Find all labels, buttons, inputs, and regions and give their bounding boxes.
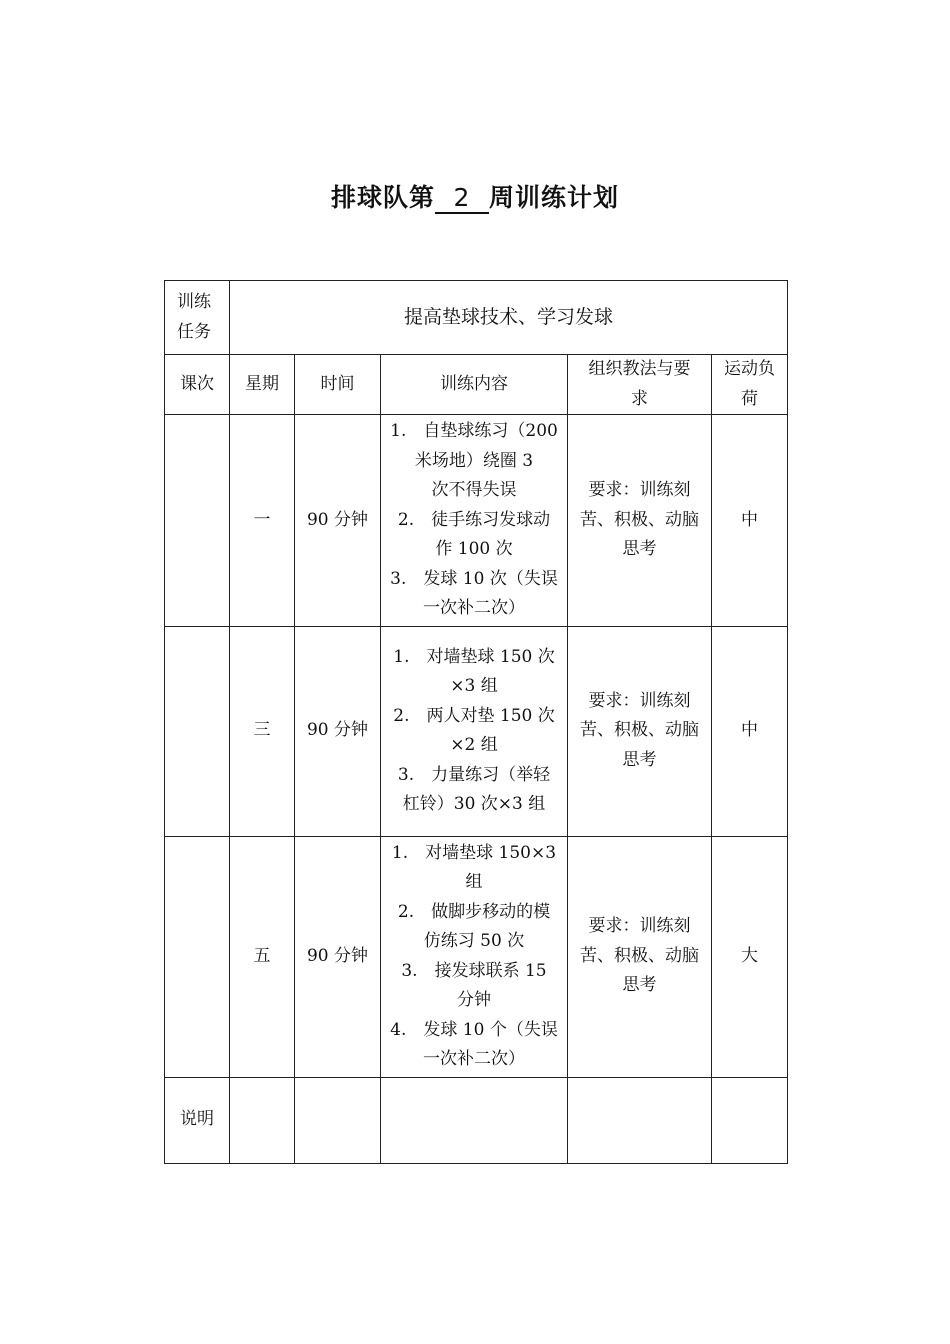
page-title <box>0 178 950 214</box>
header-method-line2: 求 <box>631 388 648 409</box>
content-line: 3. 发球 10 次（失误 <box>390 568 558 589</box>
notes-cell <box>230 1077 295 1163</box>
notes-label: 说明 <box>165 1077 230 1163</box>
header-load-line1: 运动负 <box>724 359 776 379</box>
lesson-cell <box>165 626 230 836</box>
content-line: 仿练习 50 次 <box>423 931 525 951</box>
notes-cell <box>568 1077 712 1163</box>
load-cell: 大 <box>712 836 788 1077</box>
header-time: 时间 <box>295 355 381 415</box>
method-line: 要求：训练刻 <box>588 690 691 711</box>
weekday-cell: 一 <box>230 415 295 627</box>
content-line: 作 100 次 <box>435 539 513 559</box>
load-cell: 中 <box>712 626 788 836</box>
notes-cell <box>295 1077 381 1163</box>
task-text: 提高垫球技术、学习发球 <box>230 281 788 355</box>
session-row <box>165 626 788 836</box>
content-line: 次不得失误 <box>431 480 517 500</box>
session-row <box>165 836 788 1077</box>
method-cell <box>568 836 712 1077</box>
method-line: 思考 <box>622 539 657 559</box>
time-cell: 90 分钟 <box>295 836 381 1077</box>
content-line: 2. 两人对垫 150 次 <box>393 705 555 726</box>
header-load <box>712 355 788 415</box>
notes-row <box>165 1077 788 1163</box>
time-cell: 90 分钟 <box>295 626 381 836</box>
method-cell <box>568 415 712 627</box>
content-line: 1. 对墙垫球 150×3 <box>391 842 557 863</box>
task-label-line2: 任务 <box>177 321 211 342</box>
method-line: 思考 <box>622 975 657 996</box>
title-suffix: 周训练计划 <box>489 183 620 212</box>
notes-cell <box>381 1077 568 1163</box>
lesson-cell <box>165 415 230 627</box>
header-weekday: 星期 <box>230 355 295 415</box>
task-label-line1: 训练 <box>177 292 211 312</box>
content-line: 米场地）绕圈 3 <box>414 450 534 471</box>
content-line: 2. 做脚步移动的模 <box>397 901 551 922</box>
content-line: 3. 接发球联系 15 <box>401 960 547 981</box>
method-line: 思考 <box>622 749 657 770</box>
header-method-line1: 组织教法与要 <box>588 359 691 379</box>
method-line: 苦、积极、动脑 <box>580 509 699 530</box>
content-line: ×3 组 <box>450 676 498 696</box>
header-row <box>165 355 788 415</box>
header-load-line2: 荷 <box>741 388 759 409</box>
lesson-cell <box>165 836 230 1077</box>
content-line: 1. 自垫球练习（200 <box>390 421 558 441</box>
content-line: 分钟 <box>457 990 491 1010</box>
content-line: 一次补二次） <box>423 598 525 618</box>
header-lesson: 课次 <box>165 355 230 415</box>
session-row <box>165 415 788 627</box>
method-line: 要求：训练刻 <box>588 480 691 500</box>
content-line: 组 <box>465 872 483 892</box>
content-line: 一次补二次） <box>423 1049 525 1069</box>
time-cell: 90 分钟 <box>295 415 381 627</box>
content-line: 1. 对墙垫球 150 次 <box>393 646 555 667</box>
content-line: ×2 组 <box>450 735 498 755</box>
content-line: 2. 徒手练习发球动 <box>397 509 551 530</box>
content-line: 杠铃）30 次×3 组 <box>402 794 546 814</box>
content-line: 3. 力量练习（举轻 <box>397 764 551 785</box>
task-row <box>165 281 788 355</box>
weekday-cell: 三 <box>230 626 295 836</box>
method-cell <box>568 626 712 836</box>
method-line: 要求：训练刻 <box>588 916 691 937</box>
method-line: 苦、积极、动脑 <box>580 945 699 966</box>
week-number: 2 <box>435 184 489 214</box>
weekday-cell: 五 <box>230 836 295 1077</box>
header-content: 训练内容 <box>381 355 568 415</box>
content-cell <box>381 415 568 627</box>
content-line: 4. 发球 10 个（失误 <box>390 1019 558 1040</box>
task-label <box>165 281 230 355</box>
method-line: 苦、积极、动脑 <box>580 720 699 741</box>
training-plan-table <box>164 280 788 1164</box>
content-cell <box>381 836 568 1077</box>
header-method <box>568 355 712 415</box>
title-prefix: 排球队第 <box>330 183 435 212</box>
load-cell: 中 <box>712 415 788 627</box>
content-cell <box>381 626 568 836</box>
notes-cell <box>712 1077 788 1163</box>
